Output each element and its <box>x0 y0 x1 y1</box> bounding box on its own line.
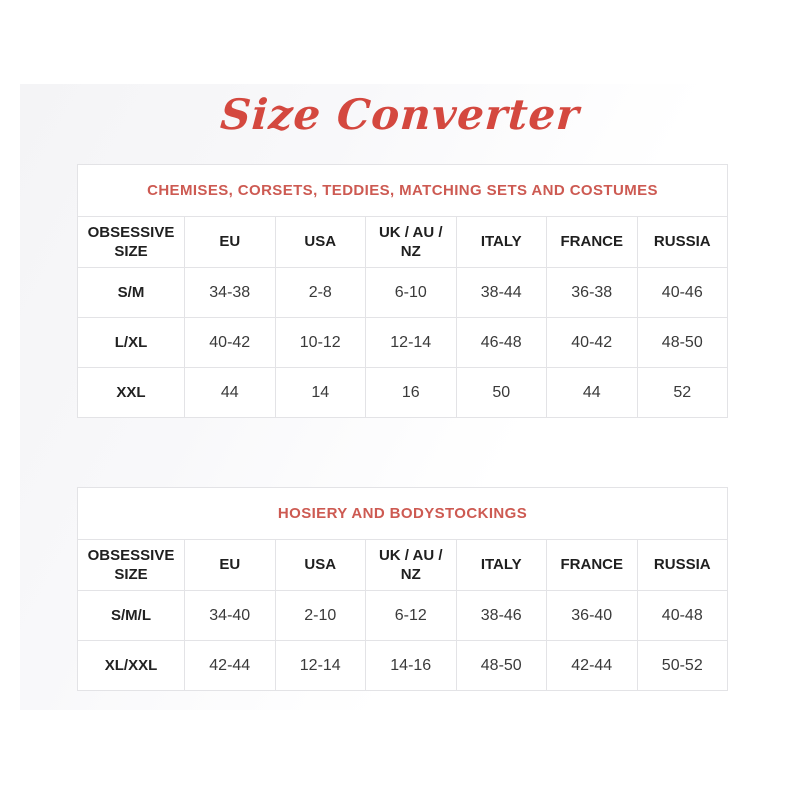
column-header: RUSSIA <box>637 217 728 268</box>
size-value-cell: 44 <box>185 368 276 418</box>
size-value-cell: 36-40 <box>547 591 638 641</box>
size-value-cell: 6-12 <box>366 591 457 641</box>
size-value-cell: 40-48 <box>637 591 728 641</box>
table-row <box>78 591 728 641</box>
column-header: EU <box>185 217 276 268</box>
column-header: ITALY <box>456 217 547 268</box>
size-value-cell: 40-42 <box>547 318 638 368</box>
row-label-cell: XXL <box>78 368 185 418</box>
size-value-cell: 38-44 <box>456 268 547 318</box>
size-value-cell: 38-46 <box>456 591 547 641</box>
size-table-chemises-corsets <box>77 164 728 418</box>
table-caption: CHEMISES, CORSETS, TEDDIES, MATCHING SETS AND COSTUMES <box>78 165 728 217</box>
size-value-cell: 12-14 <box>366 318 457 368</box>
size-value-cell: 44 <box>547 368 638 418</box>
size-value-cell: 12-14 <box>275 641 366 691</box>
size-value-cell: 50 <box>456 368 547 418</box>
column-header: USA <box>275 217 366 268</box>
column-header: OBSESSIVE SIZE <box>78 540 185 591</box>
size-value-cell: 48-50 <box>637 318 728 368</box>
size-value-cell: 52 <box>637 368 728 418</box>
column-header: RUSSIA <box>637 540 728 591</box>
size-table-hosiery-bodystockings <box>77 487 728 691</box>
row-label-cell: XL/XXL <box>78 641 185 691</box>
size-value-cell: 16 <box>366 368 457 418</box>
size-value-cell: 42-44 <box>547 641 638 691</box>
size-value-cell: 2-10 <box>275 591 366 641</box>
table-row <box>78 641 728 691</box>
column-header: UK / AU / NZ <box>366 217 457 268</box>
column-header: FRANCE <box>547 540 638 591</box>
size-value-cell: 14-16 <box>366 641 457 691</box>
size-value-cell: 14 <box>275 368 366 418</box>
size-value-cell: 40-42 <box>185 318 276 368</box>
size-value-cell: 48-50 <box>456 641 547 691</box>
size-value-cell: 36-38 <box>547 268 638 318</box>
size-value-cell: 42-44 <box>185 641 276 691</box>
column-header: OBSESSIVE SIZE <box>78 217 185 268</box>
table-caption-row <box>78 165 728 217</box>
table-row <box>78 368 728 418</box>
size-value-cell: 46-48 <box>456 318 547 368</box>
column-header: ITALY <box>456 540 547 591</box>
table-caption: HOSIERY AND BODYSTOCKINGS <box>78 488 728 540</box>
size-value-cell: 50-52 <box>637 641 728 691</box>
row-label-cell: L/XL <box>78 318 185 368</box>
page-title: Size Converter <box>218 90 582 139</box>
table-header-row <box>78 217 728 268</box>
row-label-cell: S/M <box>78 268 185 318</box>
size-value-cell: 34-40 <box>185 591 276 641</box>
size-value-cell: 34-38 <box>185 268 276 318</box>
size-value-cell: 40-46 <box>637 268 728 318</box>
row-label-cell: S/M/L <box>78 591 185 641</box>
table-header-row <box>78 540 728 591</box>
column-header: FRANCE <box>547 217 638 268</box>
size-value-cell: 2-8 <box>275 268 366 318</box>
size-value-cell: 6-10 <box>366 268 457 318</box>
size-value-cell: 10-12 <box>275 318 366 368</box>
table-row <box>78 318 728 368</box>
column-header: USA <box>275 540 366 591</box>
column-header: UK / AU / NZ <box>366 540 457 591</box>
column-header: EU <box>185 540 276 591</box>
table-caption-row <box>78 488 728 540</box>
table-row <box>78 268 728 318</box>
